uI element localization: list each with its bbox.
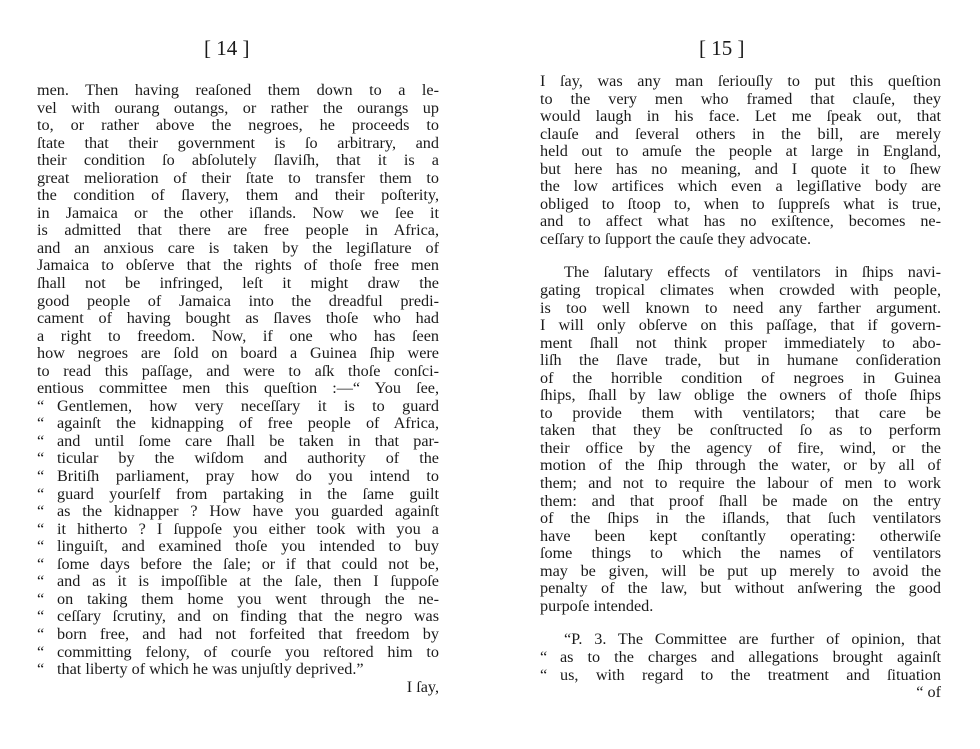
quote-mark: “ <box>37 537 45 556</box>
text-line: of the horrible condition of negroes in Guinea <box>540 368 941 387</box>
quoted-line: “ Gentlemen, how very neceſſary it is to guard <box>37 396 439 415</box>
quoted-passage <box>37 398 439 679</box>
text-line: is admitted that there are free people in Africa, <box>37 221 439 240</box>
quote-mark: “ <box>37 660 45 679</box>
text-line: penalty of the law, but without anſwering the good <box>540 579 941 598</box>
quoted-line: “ againſt the kidnapping of free people of Africa, <box>37 414 439 433</box>
text-line: motion of the ſhip through the water, or by all of <box>540 456 941 475</box>
text-line: is too well known to need any farther argument. <box>540 298 941 317</box>
text-line: how negroes are ſold on board a Guinea ſhip were <box>37 344 439 363</box>
quoted-line: “ committing felony, of courſe you reſtored him to <box>37 642 439 661</box>
text-line: ſhall not be infringed, leſt it might draw the <box>37 274 439 293</box>
quote-mark: “ <box>37 449 45 468</box>
text-line: gating tropical climates when crowded with people, <box>540 281 941 300</box>
text-line: obliged to ſtoop to, when to ſuppreſs what is true, <box>540 194 941 213</box>
quoted-line: “ on taking them home you went through the ne- <box>37 589 439 608</box>
catchword: “ of <box>916 683 941 702</box>
text-line: clauſe and ſeveral others in the bill, are merely <box>540 124 941 143</box>
text-line: vel with ourang outangs, or rather the ourangs up <box>37 98 439 117</box>
quote-mark: “ <box>37 396 45 415</box>
quote-mark: “ <box>37 642 45 661</box>
text-line: “P. 3. The Committee are further of opinion, that <box>564 630 941 649</box>
text-line: of the ſhips in the iſlands, that ſuch ventilators <box>540 509 941 528</box>
paragraph-gap <box>540 615 941 631</box>
page-15 <box>490 0 980 749</box>
text-line: I ſay, was any man ſeriouſly to put this queſtion <box>540 72 941 90</box>
text-line: in Jamaica or the other iſlands. Now we ſee it <box>37 203 439 222</box>
quoted-line: “ that liberty of which he was unjuſtly deprived.” <box>37 660 364 679</box>
quoted-line: “ as the kidnapper ? How have you guarded againſt <box>37 502 439 521</box>
quote-mark: “ <box>37 519 45 538</box>
quote-mark: “ <box>37 624 45 643</box>
text-line: taken that they be conſtructed ſo as to perform <box>540 421 941 440</box>
text-line: entious committee men this queſtion :—“ You ſee, <box>37 379 439 398</box>
text-line: to provide them with ventilators; that care be <box>540 403 941 422</box>
quoted-line: “ born free, and had not forfeited that freedom by <box>37 624 439 643</box>
text-line: would laugh in his face. Let me ſpeak out, that <box>540 107 941 126</box>
text-line: liſh the ſlave trade, but in humane conſideration <box>540 351 941 370</box>
paragraph <box>540 631 941 701</box>
quote-mark: “ <box>37 484 45 503</box>
text-line: their office by the agency of fire, wind, or the <box>540 438 941 457</box>
quote-mark: “ <box>540 665 548 684</box>
text-line: have been kept conſtantly operating: otherwiſe <box>540 526 941 545</box>
text-line: them; and not to require the labour of men to work <box>540 474 941 493</box>
quoted-line: “ us, with regard to the treatment and ſituation <box>540 665 941 684</box>
text-line: ſome things to which the names of ventilators <box>540 544 941 563</box>
text-line: ſhips, ſhall by law oblige the owners of thoſe ſhips <box>540 386 941 405</box>
text-line: and to affect what has no exiſtence, becomes ne- <box>540 212 941 231</box>
paragraph <box>540 264 941 615</box>
text-column <box>37 82 439 696</box>
text-line: men. Then having reaſoned them down to a le- <box>37 81 439 99</box>
text-line: may be given, will be put up merely to avoid the <box>540 561 941 580</box>
text-line: The ſalutary effects of ventilators in ſhips navi- <box>564 263 941 282</box>
paragraph <box>540 73 941 248</box>
quoted-line: “ linguiſt, and examined thoſe you intended to buy <box>37 537 439 556</box>
text-line: but here has no meaning, and I quote it to ſhew <box>540 159 941 178</box>
page-number: [ 14 ] <box>204 36 250 60</box>
text-line: to, or rather above the negroes, he proceeds to <box>37 116 439 135</box>
text-line: to read this paſſage, and were to aſk thoſe conſci- <box>37 361 439 380</box>
catchword: I ſay, <box>406 677 439 696</box>
text-line: ſtate that their government is ſo arbitrary, and <box>37 133 439 152</box>
text-line: to the very men who framed that clauſe, they <box>540 89 941 108</box>
text-line: good people of Jamaica into the dreadful predi- <box>37 291 439 310</box>
quote-mark: “ <box>37 589 45 608</box>
paragraph-gap <box>540 248 941 264</box>
quoted-line: “ Britiſh parliament, pray how do you intend to <box>37 467 439 486</box>
text-line: the low artifices which even a legiſlative body are <box>540 177 941 196</box>
page-number: [ 15 ] <box>699 36 745 60</box>
text-column <box>540 73 941 702</box>
quoted-line: “ ſome days before the ſale; or if that could not be, <box>37 554 439 573</box>
text-line: great melioration of their ſtate to transfer them to <box>37 168 439 187</box>
quoted-line: “ guard yourſelf from partaking in the ſame guilt <box>37 484 439 503</box>
text-line: held out to amuſe the people at large in England, <box>540 142 941 161</box>
text-line: I will only obſerve on this paſſage, that if govern- <box>540 316 941 335</box>
text-line: ceſſary to ſupport the cauſe they advocate. <box>540 229 812 248</box>
quoted-line: “ and as it is impoſſible at the ſale, then I ſuppoſe <box>37 572 439 591</box>
quoted-line: “ ceſſary ſcrutiny, and on finding that the negro was <box>37 607 439 626</box>
quote-mark: “ <box>37 502 45 521</box>
quote-mark: “ <box>540 647 548 666</box>
quoted-line: “ as to the charges and allegations brought againſt <box>540 647 941 666</box>
text-line: them: and that proof ſhall be made on the entry <box>540 491 941 510</box>
quote-mark: “ <box>37 431 45 450</box>
quoted-line: “ it hitherto ? I ſuppoſe you either took with you a <box>37 519 439 538</box>
text-line: their condition ſo abſolutely ſlaviſh, that it is a <box>37 151 439 170</box>
text-line: the condition of ſlavery, them and their poſterity, <box>37 186 439 205</box>
quoted-line: “ and until ſome care ſhall be taken in that par- <box>37 431 439 450</box>
text-line: and an anxious care is taken by the legiſlature of <box>37 238 439 257</box>
text-line: purpoſe intended. <box>540 596 654 615</box>
quote-mark: “ <box>37 554 45 573</box>
quoted-line: “ ticular by the wiſdom and authority of the <box>37 449 439 468</box>
text-line: cament of having bought as ſlaves thoſe who had <box>37 309 439 328</box>
text-line: Jamaica to obſerve that the rights of thoſe free men <box>37 256 439 275</box>
text-line: a right to freedom. Now, if one who has ſeen <box>37 326 439 345</box>
text-line: ment ſhall not think proper immediately to abo- <box>540 333 941 352</box>
quote-mark: “ <box>37 572 45 591</box>
quote-mark: “ <box>37 467 45 486</box>
quote-mark: “ <box>37 414 45 433</box>
quote-mark: “ <box>37 607 45 626</box>
